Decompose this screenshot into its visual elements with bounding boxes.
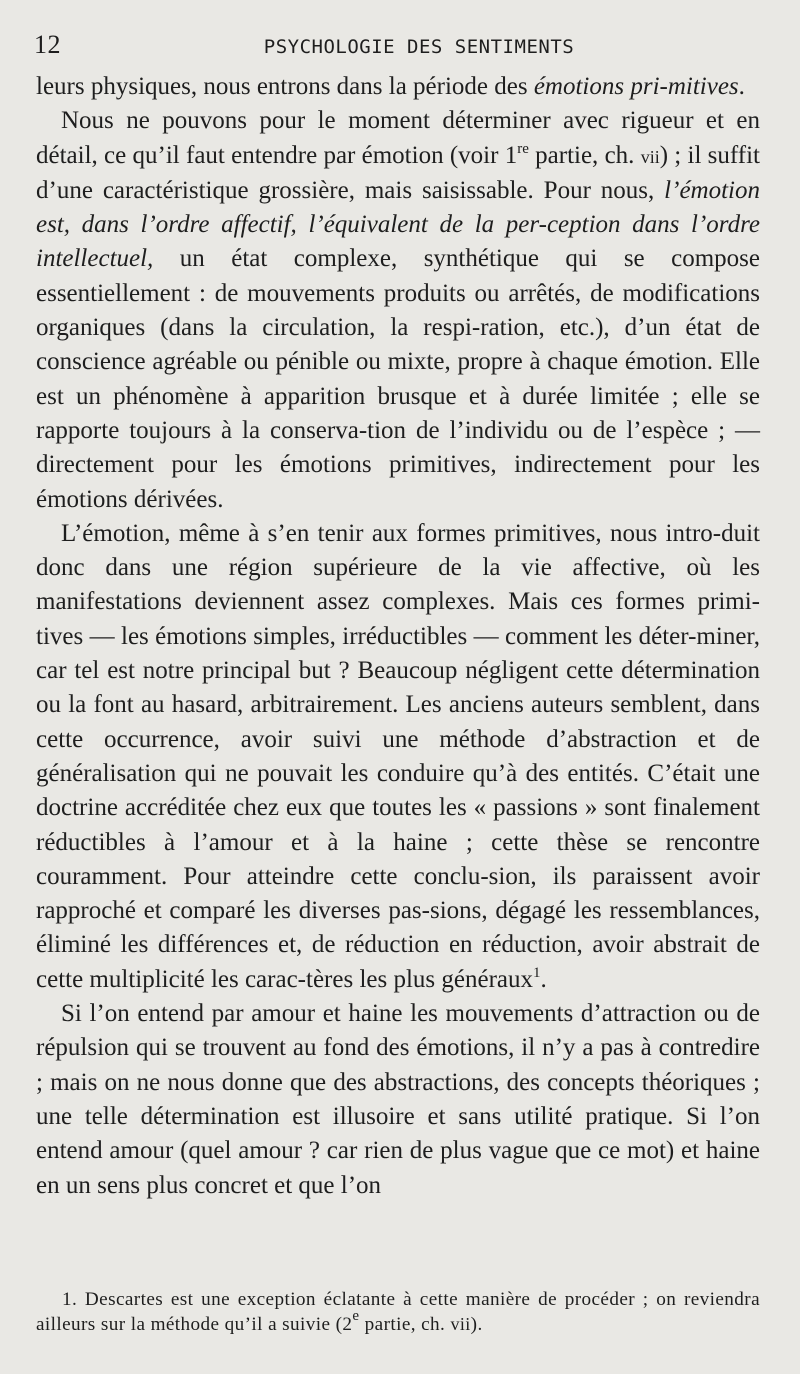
paragraph-1-emphasis: émotions pri-mitives: [533, 73, 739, 100]
paragraph-4: [36, 997, 760, 1203]
paragraph-2: [36, 104, 760, 517]
paragraph-3: [36, 517, 760, 997]
footnote-chapter-roman: vii: [450, 1314, 471, 1334]
paragraph-2-text-a: Nous ne pouvons pour le moment déterminer avec rigueur et en détail, ce qu’il faut entendre par émotion (voir 1: [36, 107, 760, 169]
footnote-text-c: ).: [470, 1314, 483, 1335]
footnote-superscript: e: [352, 1308, 360, 1324]
paragraph-4-text: Si l’on entend par amour et haine les mouvements d’attraction ou de répulsion qui se trouvent au fond des émotions, il n’y a pas à contredire ; mais on ne nous donne que des abstractions, des concepts théoriques ; une telle détermination est illusoire et sans utilité pratique. Si l’on entend amour (quel amour ? car rien de plus vague que ce mot) et haine en un sens plus concret et que l’on: [36, 1000, 760, 1199]
paragraph-2-text-c: ) ; il suffit d’une caractéristique grossière, mais saisissable. Pour nous,: [36, 141, 760, 204]
running-head: PSYCHOLOGIE DES SENTIMENTS: [263, 36, 575, 58]
page-number: 12: [34, 30, 61, 59]
paragraph-2-text-d: un état complexe, synthétique qui se compose essentiellement : de mouvements produits ou arrêtés, de modifications organiques (dans la circulation, la respi-ration, etc.), d’un état de conscience agréable ou pénible ou mixte, propre à chaque émotion. Elle est un phénomène à apparition brusque et à durée limitée ; elle se rapporte toujours à la conserva-tion de l’individu ou de l’espèce ; — directement pour les émotions primitives, indirectement pour les émotions dérivées.: [36, 245, 760, 513]
footnote-text-b: partie, ch.: [359, 1314, 451, 1335]
page-header: [34, 30, 764, 64]
paragraph-1: [36, 70, 760, 104]
paragraph-2-emphasis: l’émotion est, dans l’ordre affectif, l’équivalent de la per-ception dans l’ordre intellectuel,: [36, 176, 760, 273]
paragraph-1-text: leurs physiques, nous entrons dans la période des: [36, 73, 534, 100]
paragraph-3-text: L’émotion, même à s’en tenir aux formes primitives, nous intro-duit donc dans une région supérieure de la vie affective, où les manifestations deviennent assez complexes. Mais ces formes primi-tives — les émotions simples, irréductibles — comment les déter-miner, car tel est notre principal but ? Beaucoup négligent cette détermination ou la font au hasard, arbitrairement. Les anciens auteurs semblent, dans cette occurrence, avoir suivi une méthode d’abstraction et de généralisation qui ne pouvait les conduire qu’à des entités. C’était une doctrine accréditée chez eux que toutes les « passions » sont finalement réductibles à l’amour et à la haine ; cette thèse se rencontre couramment. Pour atteindre cette conclu-sion, ils paraissent avoir rapproché et comparé les diverses pas-sions, dégagé les ressemblances, éliminé les différences et, de réduction en réduction, avoir abstrait de cette multiplicité les carac-tères les plus généraux: [36, 519, 760, 993]
paragraph-2-chapter-roman: vii: [640, 146, 660, 167]
paragraph-2-superscript: re: [517, 140, 529, 157]
paragraph-1-end: .: [738, 73, 745, 100]
paragraph-2-text-b: partie, ch.: [528, 141, 641, 169]
footnote-text-a: 1. Descartes est une exception éclatante à cette manière de procéder ; on reviendra ailleurs sur la méthode qu’il a suivie (2: [36, 1289, 760, 1335]
footnote-area: [36, 1287, 760, 1337]
footnote: [36, 1287, 760, 1337]
paragraph-3-end: .: [540, 965, 547, 993]
footnote-reference[interactable]: 1: [533, 964, 541, 981]
body-text: [36, 70, 760, 1203]
